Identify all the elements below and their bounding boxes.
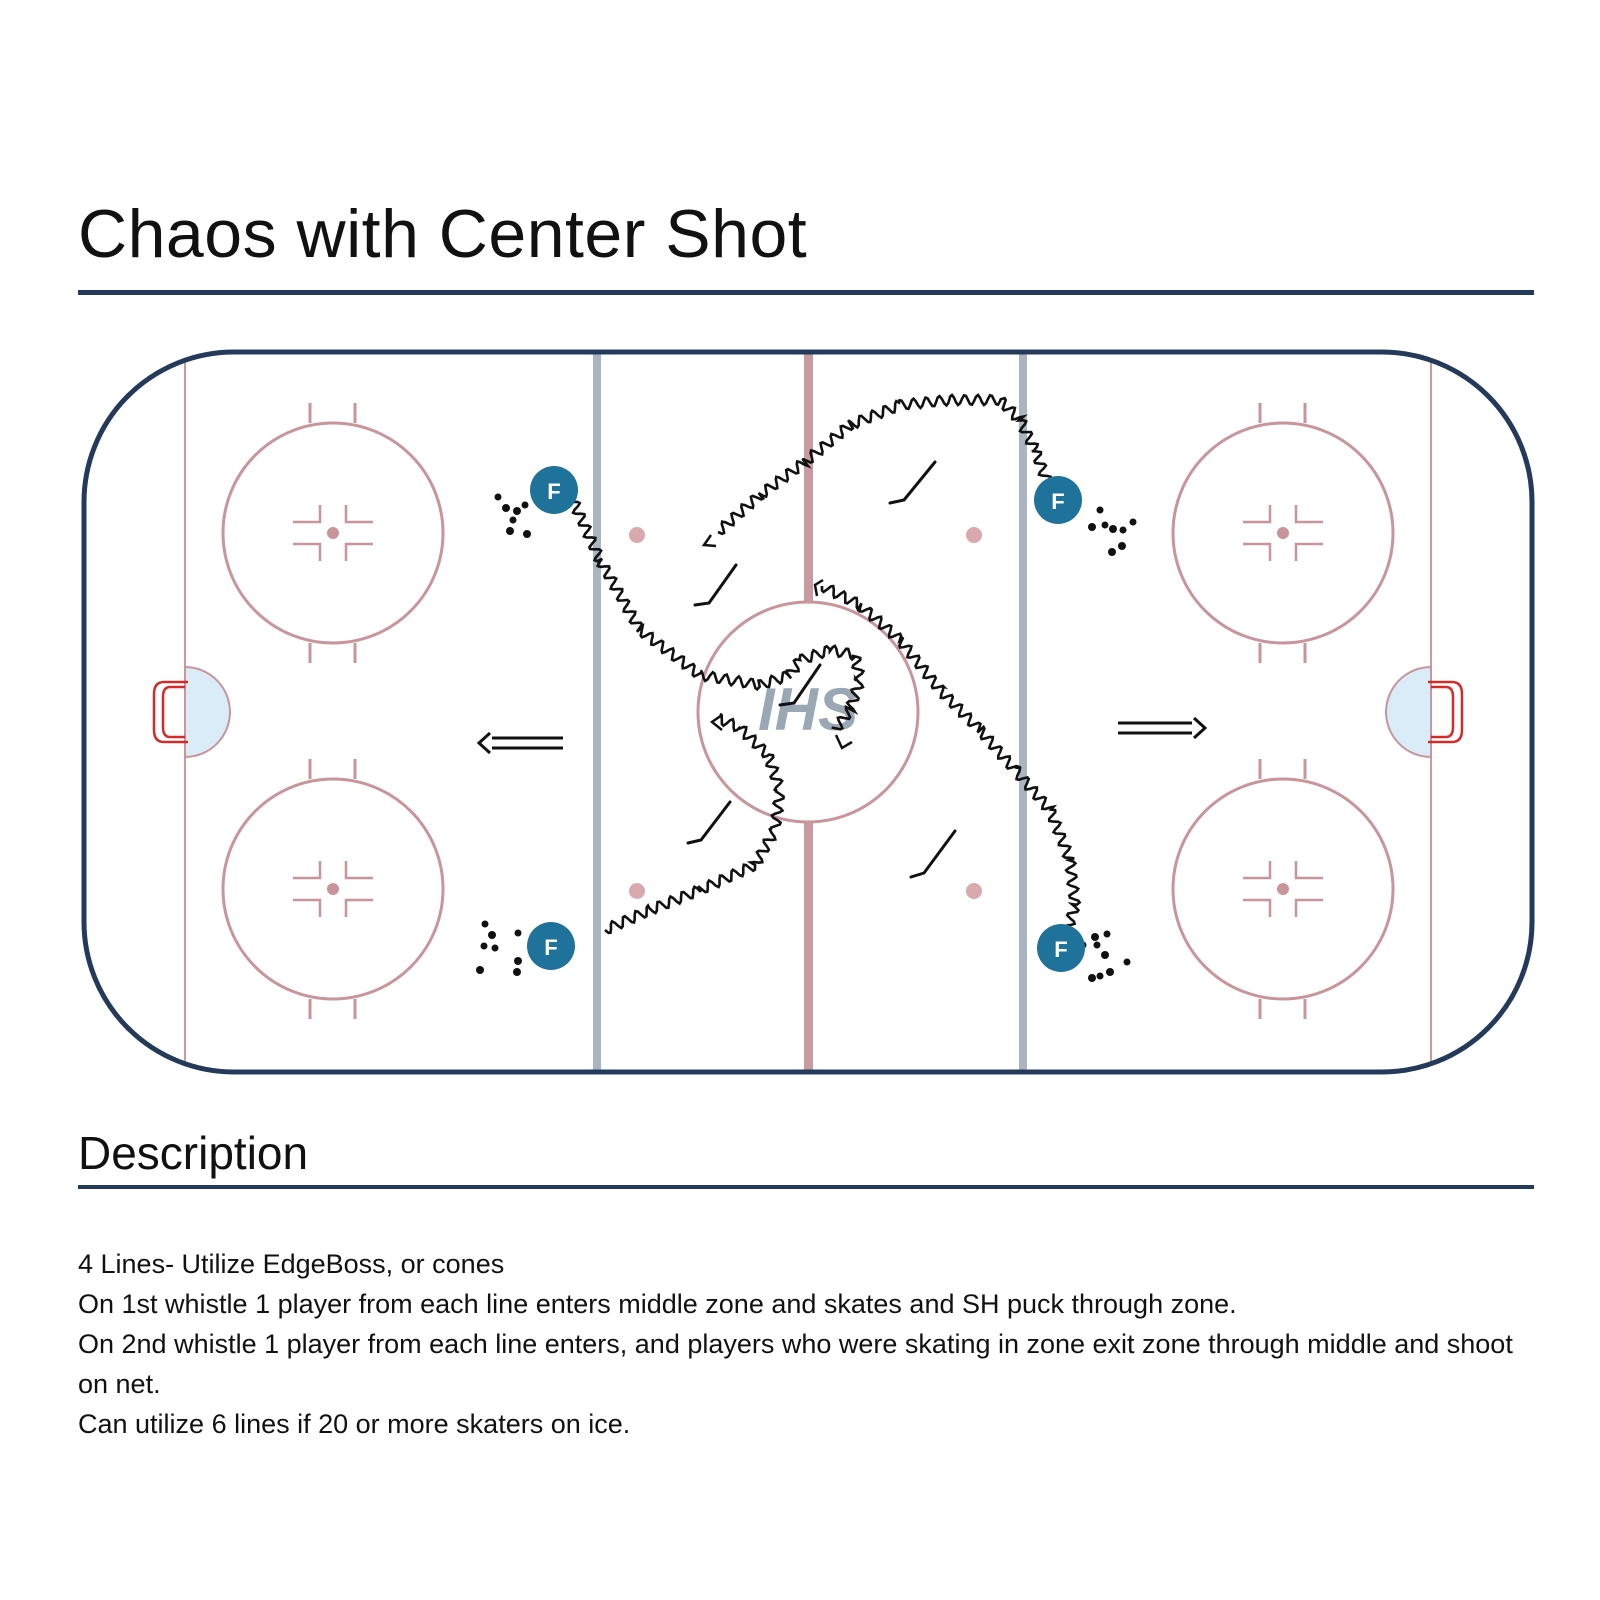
description-line-1: 4 Lines- Utilize EdgeBoss, or cones [78,1249,505,1279]
description-line-3: On 2nd whistle 1 player from each line enters, and players who were skating in zone exit zone through middle and shoot on net. [78,1329,1513,1399]
player-forward-bottom-left [527,922,575,970]
blue-line-right [1019,352,1027,1072]
description-line-2: On 1st whistle 1 player from each line enters middle zone and skates and SH puck through zone. [78,1289,1237,1319]
svg-text:F: F [544,935,558,960]
player-forward-top-left [530,466,578,514]
neutral-dot-top-right [966,527,982,543]
description-line-4: Can utilize 6 lines if 20 or more skaters on ice. [78,1409,631,1439]
description-divider [78,1185,1534,1189]
neutral-dot-bottom-left [629,883,645,899]
neutral-dot-bottom-right [966,883,982,899]
player-forward-bottom-right [1037,924,1085,972]
player-forward-top-right [1034,476,1082,524]
center-logo: IHS [757,676,859,743]
svg-text:F: F [1054,937,1068,962]
description-heading: Description [78,1127,309,1179]
description-body [78,1244,1548,1444]
blue-line-left [593,352,601,1072]
svg-text:F: F [1051,489,1065,514]
neutral-dot-top-left [629,527,645,543]
svg-text:F: F [547,479,561,504]
page-title: Chaos with Center Shot [78,196,808,272]
